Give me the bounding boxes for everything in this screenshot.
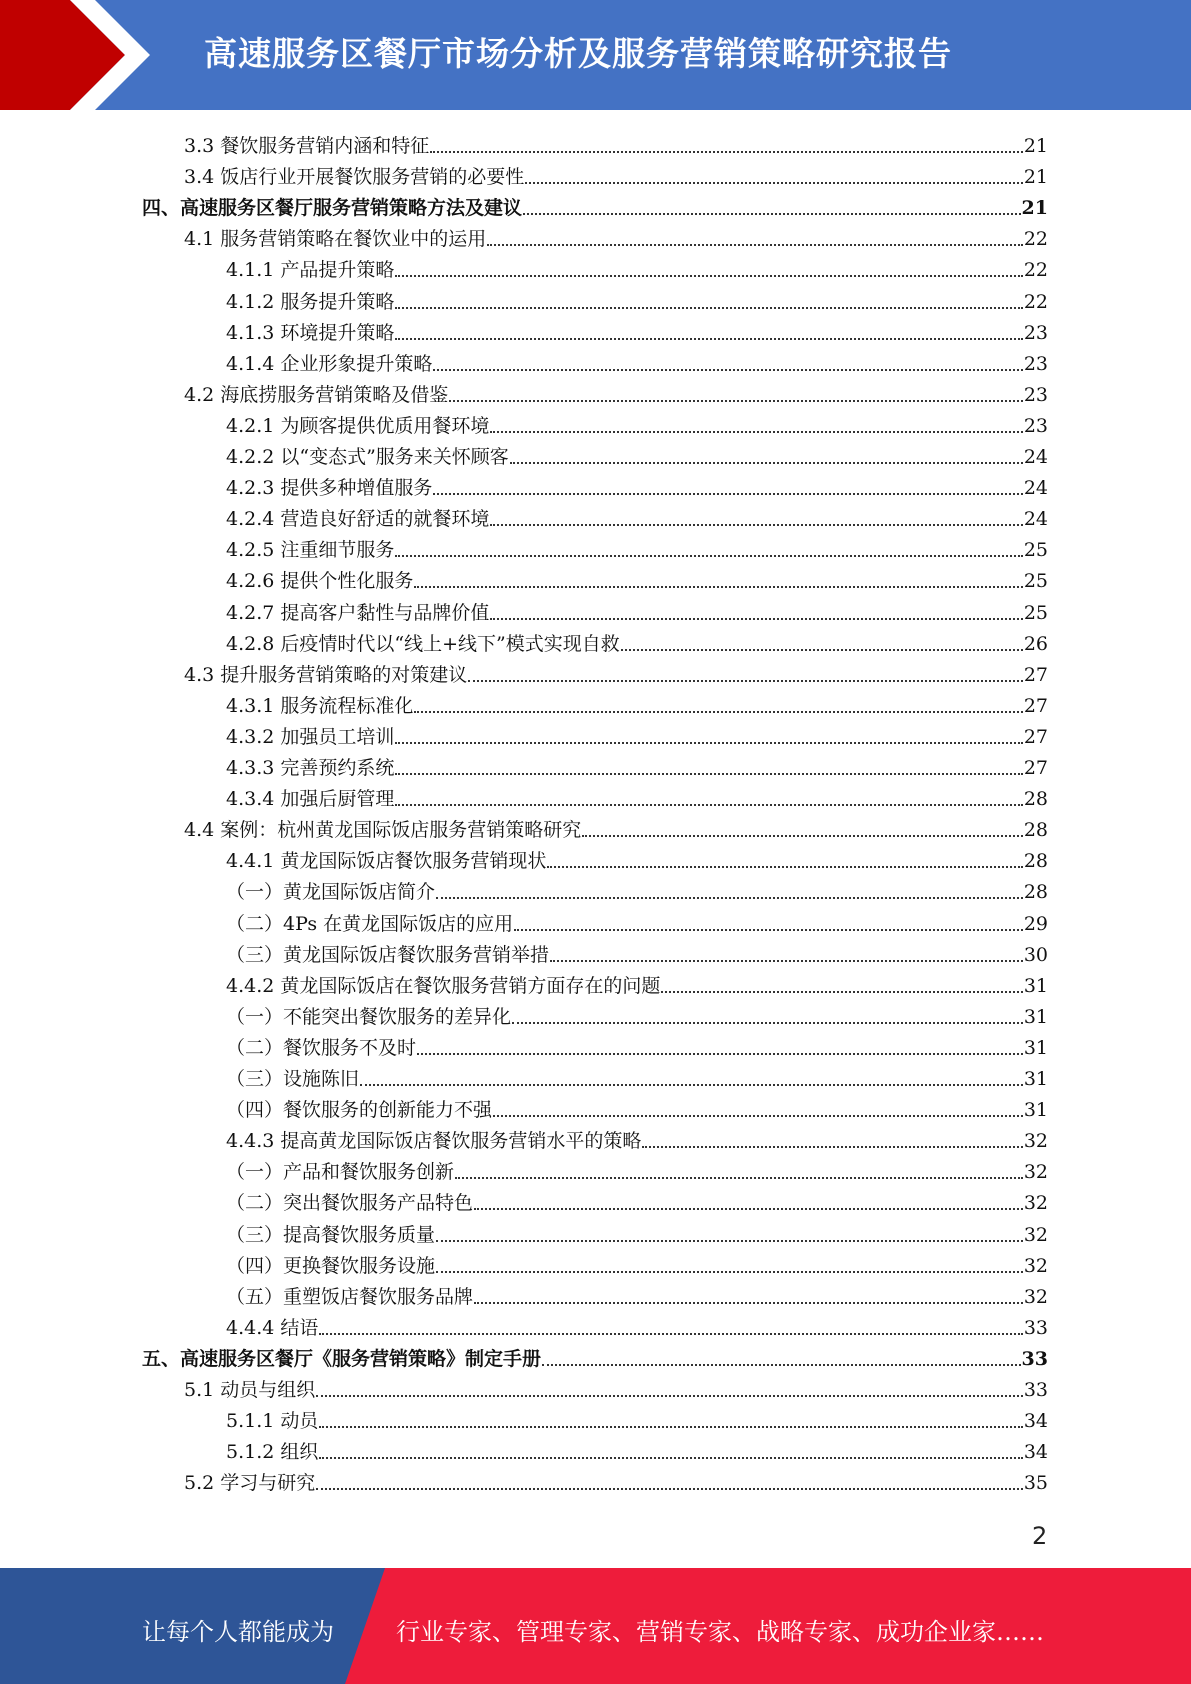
toc-entry-label: 4.3.3 完善预约系统	[226, 757, 395, 779]
toc-entry[interactable]	[226, 1216, 1048, 1247]
toc-entry-page: 24	[1023, 477, 1048, 500]
toc-entry[interactable]	[184, 1371, 1048, 1402]
toc-entry-page: 32	[1023, 1285, 1048, 1308]
toc-entry-label: 4.2 海底捞服务营销策略及借鉴	[184, 383, 449, 406]
toc-entry[interactable]	[226, 687, 1048, 718]
toc-entry-label: 4.2.5 注重细节服务	[226, 539, 395, 562]
toc-dot-leader	[433, 369, 1022, 371]
toc-entry-page: 28	[1023, 819, 1048, 842]
toc-entry-page: 22	[1023, 259, 1048, 282]
toc-entry-page: 22	[1023, 290, 1048, 313]
toc-dot-leader	[395, 275, 1022, 277]
page-footer	[0, 1568, 1191, 1684]
page-header	[0, 0, 1191, 110]
toc-dot-leader	[319, 1426, 1022, 1428]
toc-entry-label: （一）不能突出餐饮服务的差异化	[226, 1005, 512, 1028]
toc-entry-page: 21	[1023, 166, 1048, 189]
toc-dot-leader	[395, 307, 1022, 309]
toc-dot-leader	[542, 1364, 1021, 1366]
toc-entry[interactable]	[226, 345, 1048, 376]
toc-entry[interactable]	[184, 811, 1048, 842]
toc-entry-page: 23	[1023, 414, 1048, 437]
toc-entry[interactable]	[226, 873, 1048, 904]
toc-entry[interactable]	[184, 376, 1048, 407]
toc-entry-page: 28	[1023, 850, 1048, 873]
toc-entry-label: 五、高速服务区餐厅《服务营销策略》制定手册	[142, 1347, 542, 1370]
toc-entry-page: 34	[1023, 1441, 1048, 1464]
toc-entry-label: （四）更换餐饮服务设施	[226, 1254, 436, 1277]
toc-dot-leader	[550, 960, 1023, 962]
toc-entry-page: 34	[1023, 1410, 1048, 1433]
toc-dot-leader	[395, 742, 1022, 744]
toc-entry-page: 25	[1023, 601, 1048, 624]
toc-dot-leader	[436, 897, 1023, 899]
toc-dot-leader	[474, 1208, 1023, 1210]
toc-dot-leader	[395, 804, 1022, 806]
toc-dot-leader	[436, 1240, 1023, 1242]
toc-entry-label: 四、高速服务区餐厅服务营销策略方法及建议	[142, 197, 523, 220]
toc-entry-label: （二）突出餐饮服务产品特色	[226, 1192, 474, 1215]
toc-dot-leader	[316, 1395, 1023, 1397]
toc-entry[interactable]	[226, 1153, 1048, 1184]
toc-entry-label: 4.1.2 服务提升策略	[226, 290, 395, 313]
toc-entry-page: 33	[1021, 1347, 1048, 1370]
toc-entry-page: 29	[1023, 912, 1048, 935]
toc-entry-page: 31	[1023, 1068, 1048, 1090]
toc-dot-leader	[319, 1333, 1022, 1335]
toc-entry-page: 30	[1023, 943, 1048, 966]
toc-entry-label: 4.3.1 服务流程标准化	[226, 694, 414, 717]
toc-entry-page: 24	[1023, 446, 1048, 468]
toc-entry-label: 4.1.4 企业形象提升策略	[226, 352, 433, 375]
toc-entry-label: 4.2.6 提供个性化服务	[226, 570, 414, 593]
toc-entry-page: 28	[1023, 881, 1048, 904]
toc-entry-label: 4.2.1 为顾客提供优质用餐环境	[226, 414, 490, 437]
toc-dot-leader	[417, 1053, 1023, 1055]
toc-entry-page: 23	[1023, 321, 1048, 344]
toc-entry[interactable]	[226, 1433, 1048, 1464]
toc-dot-leader	[414, 586, 1022, 588]
toc-entry-label: 5.1.2 组织	[226, 1441, 319, 1464]
toc-entry-page: 21	[1023, 135, 1048, 157]
toc-dot-leader	[474, 1302, 1023, 1304]
toc-entry[interactable]	[226, 1029, 1048, 1060]
toc-entry-label: （一）产品和餐饮服务创新	[226, 1161, 455, 1184]
toc-dot-leader	[490, 524, 1022, 526]
toc-dot-leader	[360, 1084, 1023, 1086]
toc-entry[interactable]	[226, 780, 1048, 811]
toc-dot-leader	[490, 431, 1022, 433]
toc-entry-label: （三）设施陈旧	[226, 1068, 360, 1090]
toc-entry[interactable]	[226, 562, 1048, 593]
toc-entry-label: 4.4.2 黄龙国际饭店在餐饮服务营销方面存在的问题	[226, 974, 661, 997]
toc-entry[interactable]	[226, 1060, 1048, 1091]
toc-entry-label: （三）黄龙国际饭店餐饮服务营销举措	[226, 943, 550, 966]
toc-dot-leader	[436, 1271, 1023, 1273]
toc-entry-page: 27	[1023, 663, 1048, 686]
toc-entry-label: 4.3 提升服务营销策略的对策建议	[184, 663, 468, 686]
toc-entry-label: 3.4 饭店行业开展餐饮服务营销的必要性	[184, 166, 525, 189]
toc-entry-label: 4.1.3 环境提升策略	[226, 321, 395, 344]
toc-dot-leader	[525, 182, 1023, 184]
toc-entry-label: 4.3.2 加强员工培训	[226, 725, 395, 748]
toc-dot-leader	[661, 991, 1022, 993]
toc-entry-page: 32	[1023, 1223, 1048, 1246]
toc-entry-label: （五）重塑饭店餐饮服务品牌	[226, 1285, 474, 1308]
toc-entry[interactable]	[226, 283, 1048, 314]
toc-entry-page: 32	[1023, 1192, 1048, 1215]
toc-entry[interactable]	[226, 1184, 1048, 1215]
toc-entry-label: （二）4Ps 在黄龙国际饭店的应用	[226, 912, 514, 935]
toc-dot-leader	[430, 151, 1023, 153]
toc-dot-leader	[468, 680, 1023, 682]
toc-dot-leader	[642, 1146, 1022, 1148]
toc-entry-label: 4.3.4 加强后厨管理	[226, 788, 395, 811]
toc-entry-label: （四）餐饮服务的创新能力不强	[226, 1099, 493, 1122]
toc-entry-label: 4.2.4 营造良好舒适的就餐环境	[226, 508, 490, 531]
toc-entry[interactable]	[226, 1402, 1048, 1433]
toc-entry-label: 4.4.4 结语	[226, 1316, 319, 1339]
toc-dot-leader	[449, 400, 1023, 402]
toc-entry[interactable]	[226, 1122, 1048, 1153]
toc-entry[interactable]	[226, 500, 1048, 531]
toc-dot-leader	[395, 338, 1022, 340]
toc-entry-label: 4.1 服务营销策略在餐饮业中的运用	[184, 228, 487, 251]
report-title: 高速服务区餐厅市场分析及服务营销策略研究报告	[204, 34, 952, 73]
toc-entry-label: 4.4.1 黄龙国际饭店餐饮服务营销现状	[226, 850, 547, 873]
toc-entry-label: 5.1.1 动员	[226, 1410, 319, 1433]
toc-dot-leader	[395, 773, 1022, 775]
toc-dot-leader	[514, 929, 1023, 931]
toc-entry-label: 4.4.3 提高黄龙国际饭店餐饮服务营销水平的策略	[226, 1130, 642, 1153]
toc-dot-leader	[433, 493, 1022, 495]
toc-entry[interactable]	[142, 189, 1048, 220]
toc-entry[interactable]	[226, 967, 1048, 998]
toc-entry-page: 26	[1023, 632, 1048, 655]
page-number: 2	[1032, 1522, 1048, 1550]
toc-entry-page: 31	[1023, 1099, 1048, 1122]
toc-entry-label: （一）黄龙国际饭店简介	[226, 881, 436, 904]
toc-entry-page: 33	[1023, 1379, 1048, 1401]
toc-entry[interactable]	[226, 905, 1048, 936]
toc-entry-label: 4.2.7 提高客户黏性与品牌价值	[226, 601, 490, 624]
toc-entry[interactable]	[226, 438, 1048, 469]
toc-entry-page: 27	[1023, 725, 1048, 748]
toc-entry-page: 25	[1023, 539, 1048, 562]
toc-entry-page: 31	[1023, 1036, 1048, 1059]
toc-entry[interactable]	[226, 1309, 1048, 1340]
toc-entry-label: 5.2 学习与研究	[184, 1472, 316, 1495]
toc-entry[interactable]	[226, 998, 1048, 1029]
toc-entry-page: 24	[1023, 508, 1048, 531]
toc-entry-page: 27	[1023, 757, 1048, 779]
toc-entry[interactable]	[226, 314, 1048, 345]
toc-entry[interactable]	[226, 936, 1048, 967]
toc-entry-page: 31	[1023, 1005, 1048, 1028]
toc-entry[interactable]	[226, 594, 1048, 625]
toc-dot-leader	[414, 711, 1022, 713]
toc-entry-label: 4.1.1 产品提升策略	[226, 259, 395, 282]
toc-entry-page: 22	[1023, 228, 1048, 251]
toc-dot-leader	[455, 1177, 1023, 1179]
toc-dot-leader	[510, 462, 1023, 464]
toc-entry-label: 4.2.2 以“变态式”服务来关怀顾客	[226, 446, 509, 468]
toc-entry-label: 4.2.3 提供多种增值服务	[226, 477, 433, 500]
toc-entry-label: 5.1 动员与组织	[184, 1379, 316, 1401]
toc-entry-page: 32	[1023, 1254, 1048, 1277]
toc-dot-leader	[547, 866, 1022, 868]
toc-entry[interactable]	[226, 531, 1048, 562]
toc-entry-label: （三）提高餐饮服务质量	[226, 1223, 436, 1246]
toc-entry-page: 31	[1023, 974, 1048, 997]
toc-entry[interactable]	[226, 1278, 1048, 1309]
toc-entry-label: 4.2.8 后疫情时代以“线上+线下”模式实现自救	[226, 632, 620, 655]
toc-entry[interactable]	[226, 1091, 1048, 1122]
toc-dot-leader	[487, 244, 1023, 246]
toc-entry[interactable]	[226, 749, 1048, 780]
toc-entry[interactable]	[184, 656, 1048, 687]
toc-entry-page: 35	[1023, 1472, 1048, 1495]
toc-entry[interactable]	[142, 1340, 1048, 1371]
toc-dot-leader	[493, 1115, 1023, 1117]
toc-entry-page: 23	[1023, 383, 1048, 406]
toc-entry-page: 27	[1023, 694, 1048, 717]
toc-entry[interactable]	[226, 469, 1048, 500]
toc-entry[interactable]	[226, 1247, 1048, 1278]
toc-entry[interactable]	[226, 251, 1048, 282]
toc-entry-page: 32	[1023, 1130, 1048, 1153]
toc-entry-page: 21	[1021, 197, 1048, 220]
toc-entry-page: 23	[1023, 352, 1048, 375]
toc-entry-page: 32	[1023, 1161, 1048, 1184]
toc-entry[interactable]	[226, 407, 1048, 438]
toc-entry[interactable]	[184, 1464, 1048, 1495]
toc-entry-label: 4.4 案例：杭州黄龙国际饭店服务营销策略研究	[184, 819, 582, 842]
toc-entry[interactable]	[184, 127, 1048, 158]
toc-dot-leader	[512, 1022, 1023, 1024]
toc-dot-leader	[490, 618, 1022, 620]
toc-entry[interactable]	[184, 220, 1048, 251]
toc-dot-leader	[621, 649, 1023, 651]
toc-entry-page: 28	[1023, 788, 1048, 811]
toc-entry[interactable]	[226, 625, 1048, 656]
toc-entry-page: 25	[1023, 570, 1048, 593]
footer-slogan-left: 让每个人都能成为	[142, 1618, 334, 1646]
toc-dot-leader	[523, 213, 1021, 215]
toc-dot-leader	[395, 555, 1022, 557]
toc-entry-page: 33	[1023, 1316, 1048, 1339]
footer-slogan-right: 行业专家、管理专家、营销专家、战略专家、成功企业家……	[396, 1618, 1044, 1646]
toc-dot-leader	[319, 1457, 1022, 1459]
toc-entry[interactable]	[226, 842, 1048, 873]
toc-entry-label: （二）餐饮服务不及时	[226, 1036, 417, 1059]
toc-dot-leader	[316, 1488, 1023, 1490]
toc-entry-label: 3.3 餐饮服务营销内涵和特征	[184, 135, 430, 157]
toc-dot-leader	[582, 835, 1023, 837]
toc-entry[interactable]	[184, 158, 1048, 189]
toc-entry[interactable]	[226, 718, 1048, 749]
